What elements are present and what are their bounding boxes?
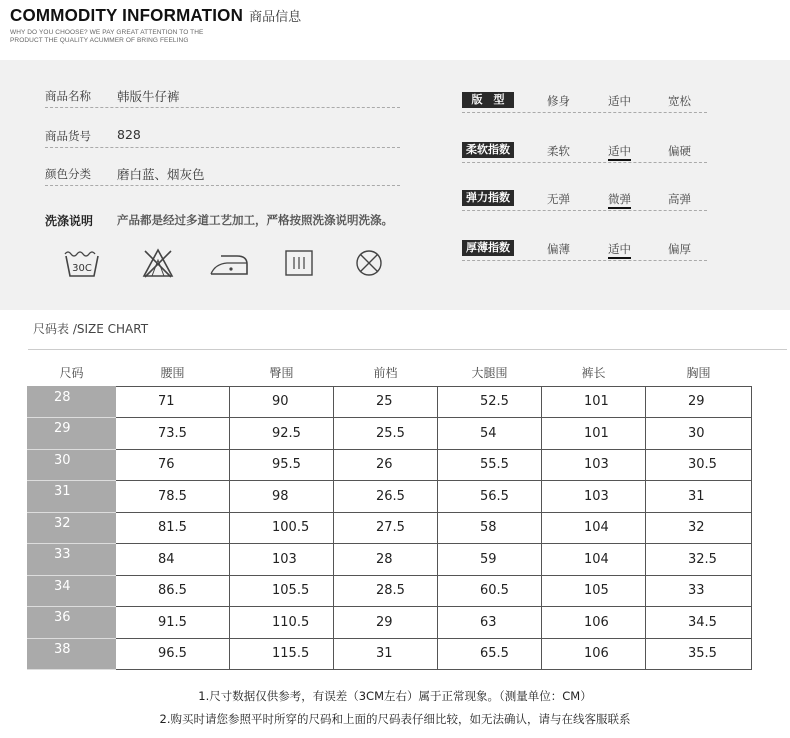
wash-temp-label: 30C — [72, 263, 92, 274]
table-cell: 28.5 — [334, 575, 438, 607]
table-cell: 25 — [334, 386, 438, 418]
table-row — [28, 544, 752, 576]
table-cell: 29 — [334, 607, 438, 639]
info-value: 磨白蓝、烟灰色 — [117, 167, 205, 182]
table-cell: 86.5 — [116, 575, 230, 607]
table-cell: 78.5 — [116, 481, 230, 513]
info-value: 828 — [117, 127, 141, 142]
table-cell: 71 — [116, 386, 230, 418]
attr-row-elasticity — [462, 189, 707, 211]
table-cell: 33 — [646, 575, 752, 607]
header-cell: 裤长 — [581, 366, 606, 381]
table-cell: 91.5 — [116, 607, 230, 639]
table-cell: 104 — [542, 544, 646, 576]
table-cell: 30 — [646, 418, 752, 450]
header-title-cn: 商品信息 — [249, 10, 302, 25]
table-cell: 115.5 — [230, 638, 334, 670]
info-key: 商品名称 — [45, 89, 91, 103]
table-cell: 73.5 — [116, 418, 230, 450]
table-cell: 63 — [438, 607, 542, 639]
table-row — [28, 386, 752, 418]
info-value: 韩版牛仔裤 — [117, 89, 180, 104]
info-key: 颜色分类 — [45, 167, 91, 181]
table-cell: 29 — [646, 386, 752, 418]
table-cell: 110.5 — [230, 607, 334, 639]
attr-option-selected: 适中 — [608, 143, 631, 161]
attr-option: 高弹 — [668, 192, 691, 206]
table-cell: 98 — [230, 481, 334, 513]
table-cell: 55.5 — [438, 449, 542, 481]
table-row — [28, 607, 752, 639]
table-row — [28, 512, 752, 544]
table-cell: 105.5 — [230, 575, 334, 607]
table-cell: 106 — [542, 607, 646, 639]
table-cell: 81.5 — [116, 512, 230, 544]
size-chart-title: 尺码表 /SIZE CHART — [33, 322, 149, 336]
no-tumble-dry-icon — [352, 246, 386, 284]
attr-option-selected: 适中 — [608, 241, 631, 259]
table-cell: 32.5 — [646, 544, 752, 576]
info-row-name — [45, 86, 400, 108]
size-cell: 32 — [28, 512, 116, 544]
table-cell: 101 — [542, 386, 646, 418]
header-cell: 尺码 — [59, 366, 84, 381]
attr-option-selected: 微弹 — [608, 191, 631, 209]
table-cell: 104 — [542, 512, 646, 544]
table-cell: 103 — [230, 544, 334, 576]
attr-label: 版 型 — [462, 92, 514, 108]
table-row — [28, 638, 752, 670]
divider — [28, 349, 787, 350]
table-cell: 95.5 — [230, 449, 334, 481]
attr-label: 厚薄指数 — [462, 240, 514, 256]
attr-option: 偏薄 — [547, 242, 570, 256]
attr-option: 偏厚 — [668, 242, 691, 256]
attr-row-softness — [462, 141, 707, 163]
size-cell: 36 — [28, 607, 116, 639]
table-cell: 90 — [230, 386, 334, 418]
header-cell: 腰围 — [160, 366, 185, 381]
table-cell: 35.5 — [646, 638, 752, 670]
table-cell: 27.5 — [334, 512, 438, 544]
size-cell: 28 — [28, 386, 116, 418]
table-cell: 28 — [334, 544, 438, 576]
table-cell: 31 — [646, 481, 752, 513]
table-cell: 52.5 — [438, 386, 542, 418]
table-cell: 76 — [116, 449, 230, 481]
table-cell: 26.5 — [334, 481, 438, 513]
table-cell: 84 — [116, 544, 230, 576]
table-cell: 58 — [438, 512, 542, 544]
size-cell: 29 — [28, 418, 116, 450]
table-cell: 34.5 — [646, 607, 752, 639]
attr-option: 宽松 — [668, 94, 691, 108]
info-row-color — [45, 164, 400, 186]
table-cell: 103 — [542, 481, 646, 513]
table-cell: 56.5 — [438, 481, 542, 513]
table-row — [28, 481, 752, 513]
size-table — [27, 360, 752, 670]
header-cell: 臀围 — [269, 366, 294, 381]
table-cell: 31 — [334, 638, 438, 670]
table-cell: 65.5 — [438, 638, 542, 670]
no-bleach-icon — [140, 246, 176, 284]
table-cell: 32 — [646, 512, 752, 544]
wash-instructions — [45, 212, 393, 229]
table-row — [28, 418, 752, 450]
table-cell: 54 — [438, 418, 542, 450]
attr-option: 无弹 — [547, 192, 570, 206]
size-cell: 33 — [28, 544, 116, 576]
header-subtitle-1: WHY DO YOU CHOOSE? WE PAY GREAT ATTENTION TO THE — [10, 29, 204, 36]
table-row — [28, 449, 752, 481]
size-cell: 38 — [28, 638, 116, 670]
size-cell: 34 — [28, 575, 116, 607]
header-cell: 前档 — [373, 366, 398, 381]
table-cell: 92.5 — [230, 418, 334, 450]
table-cell: 100.5 — [230, 512, 334, 544]
attr-option: 柔软 — [547, 144, 570, 158]
drip-dry-icon — [282, 246, 316, 284]
table-row — [28, 575, 752, 607]
note-2: 2.购买时请您参照平时所穿的尺码和上面的尺码表仔细比较，如无法确认，请与在线客服联系 — [159, 712, 631, 726]
header-title-en: COMMODITY INFORMATION — [10, 5, 244, 26]
table-cell: 59 — [438, 544, 542, 576]
table-cell: 30.5 — [646, 449, 752, 481]
table-cell: 103 — [542, 449, 646, 481]
header-cell: 胸围 — [686, 366, 711, 381]
wash-30-icon — [62, 246, 102, 284]
header-title — [10, 6, 301, 26]
attr-option: 修身 — [547, 94, 570, 108]
attr-label: 弹力指数 — [462, 190, 514, 206]
attr-option: 偏硬 — [668, 144, 691, 158]
size-cell: 31 — [28, 481, 116, 513]
table-cell: 105 — [542, 575, 646, 607]
wash-key: 洗涤说明 — [45, 214, 94, 228]
attr-label: 柔软指数 — [462, 142, 514, 158]
info-key: 商品货号 — [45, 129, 91, 143]
section-header — [10, 6, 301, 45]
table-cell: 26 — [334, 449, 438, 481]
table-cell: 96.5 — [116, 638, 230, 670]
info-row-sku — [45, 126, 400, 148]
table-cell: 60.5 — [438, 575, 542, 607]
attr-row-fit — [462, 91, 707, 113]
attr-option-selected: 适中 — [608, 94, 631, 108]
note-1: 1.尺寸数据仅供参考，有误差（3CM左右）属于正常现象。（测量单位：CM） — [198, 689, 592, 703]
header-cell: 大腿围 — [471, 366, 508, 381]
table-cell: 106 — [542, 638, 646, 670]
attr-row-thickness — [462, 239, 707, 261]
wash-value: 产品都是经过多道工艺加工，严格按照洗涤说明洗涤。 — [117, 213, 393, 227]
size-table-header — [28, 360, 752, 386]
size-cell: 30 — [28, 449, 116, 481]
header-subtitle-2: PRODUCT THE QUALITY ACUMMER OF BRING FEELING — [10, 37, 189, 44]
care-icons — [62, 246, 402, 280]
table-cell: 101 — [542, 418, 646, 450]
iron-icon — [207, 246, 251, 284]
table-cell: 25.5 — [334, 418, 438, 450]
